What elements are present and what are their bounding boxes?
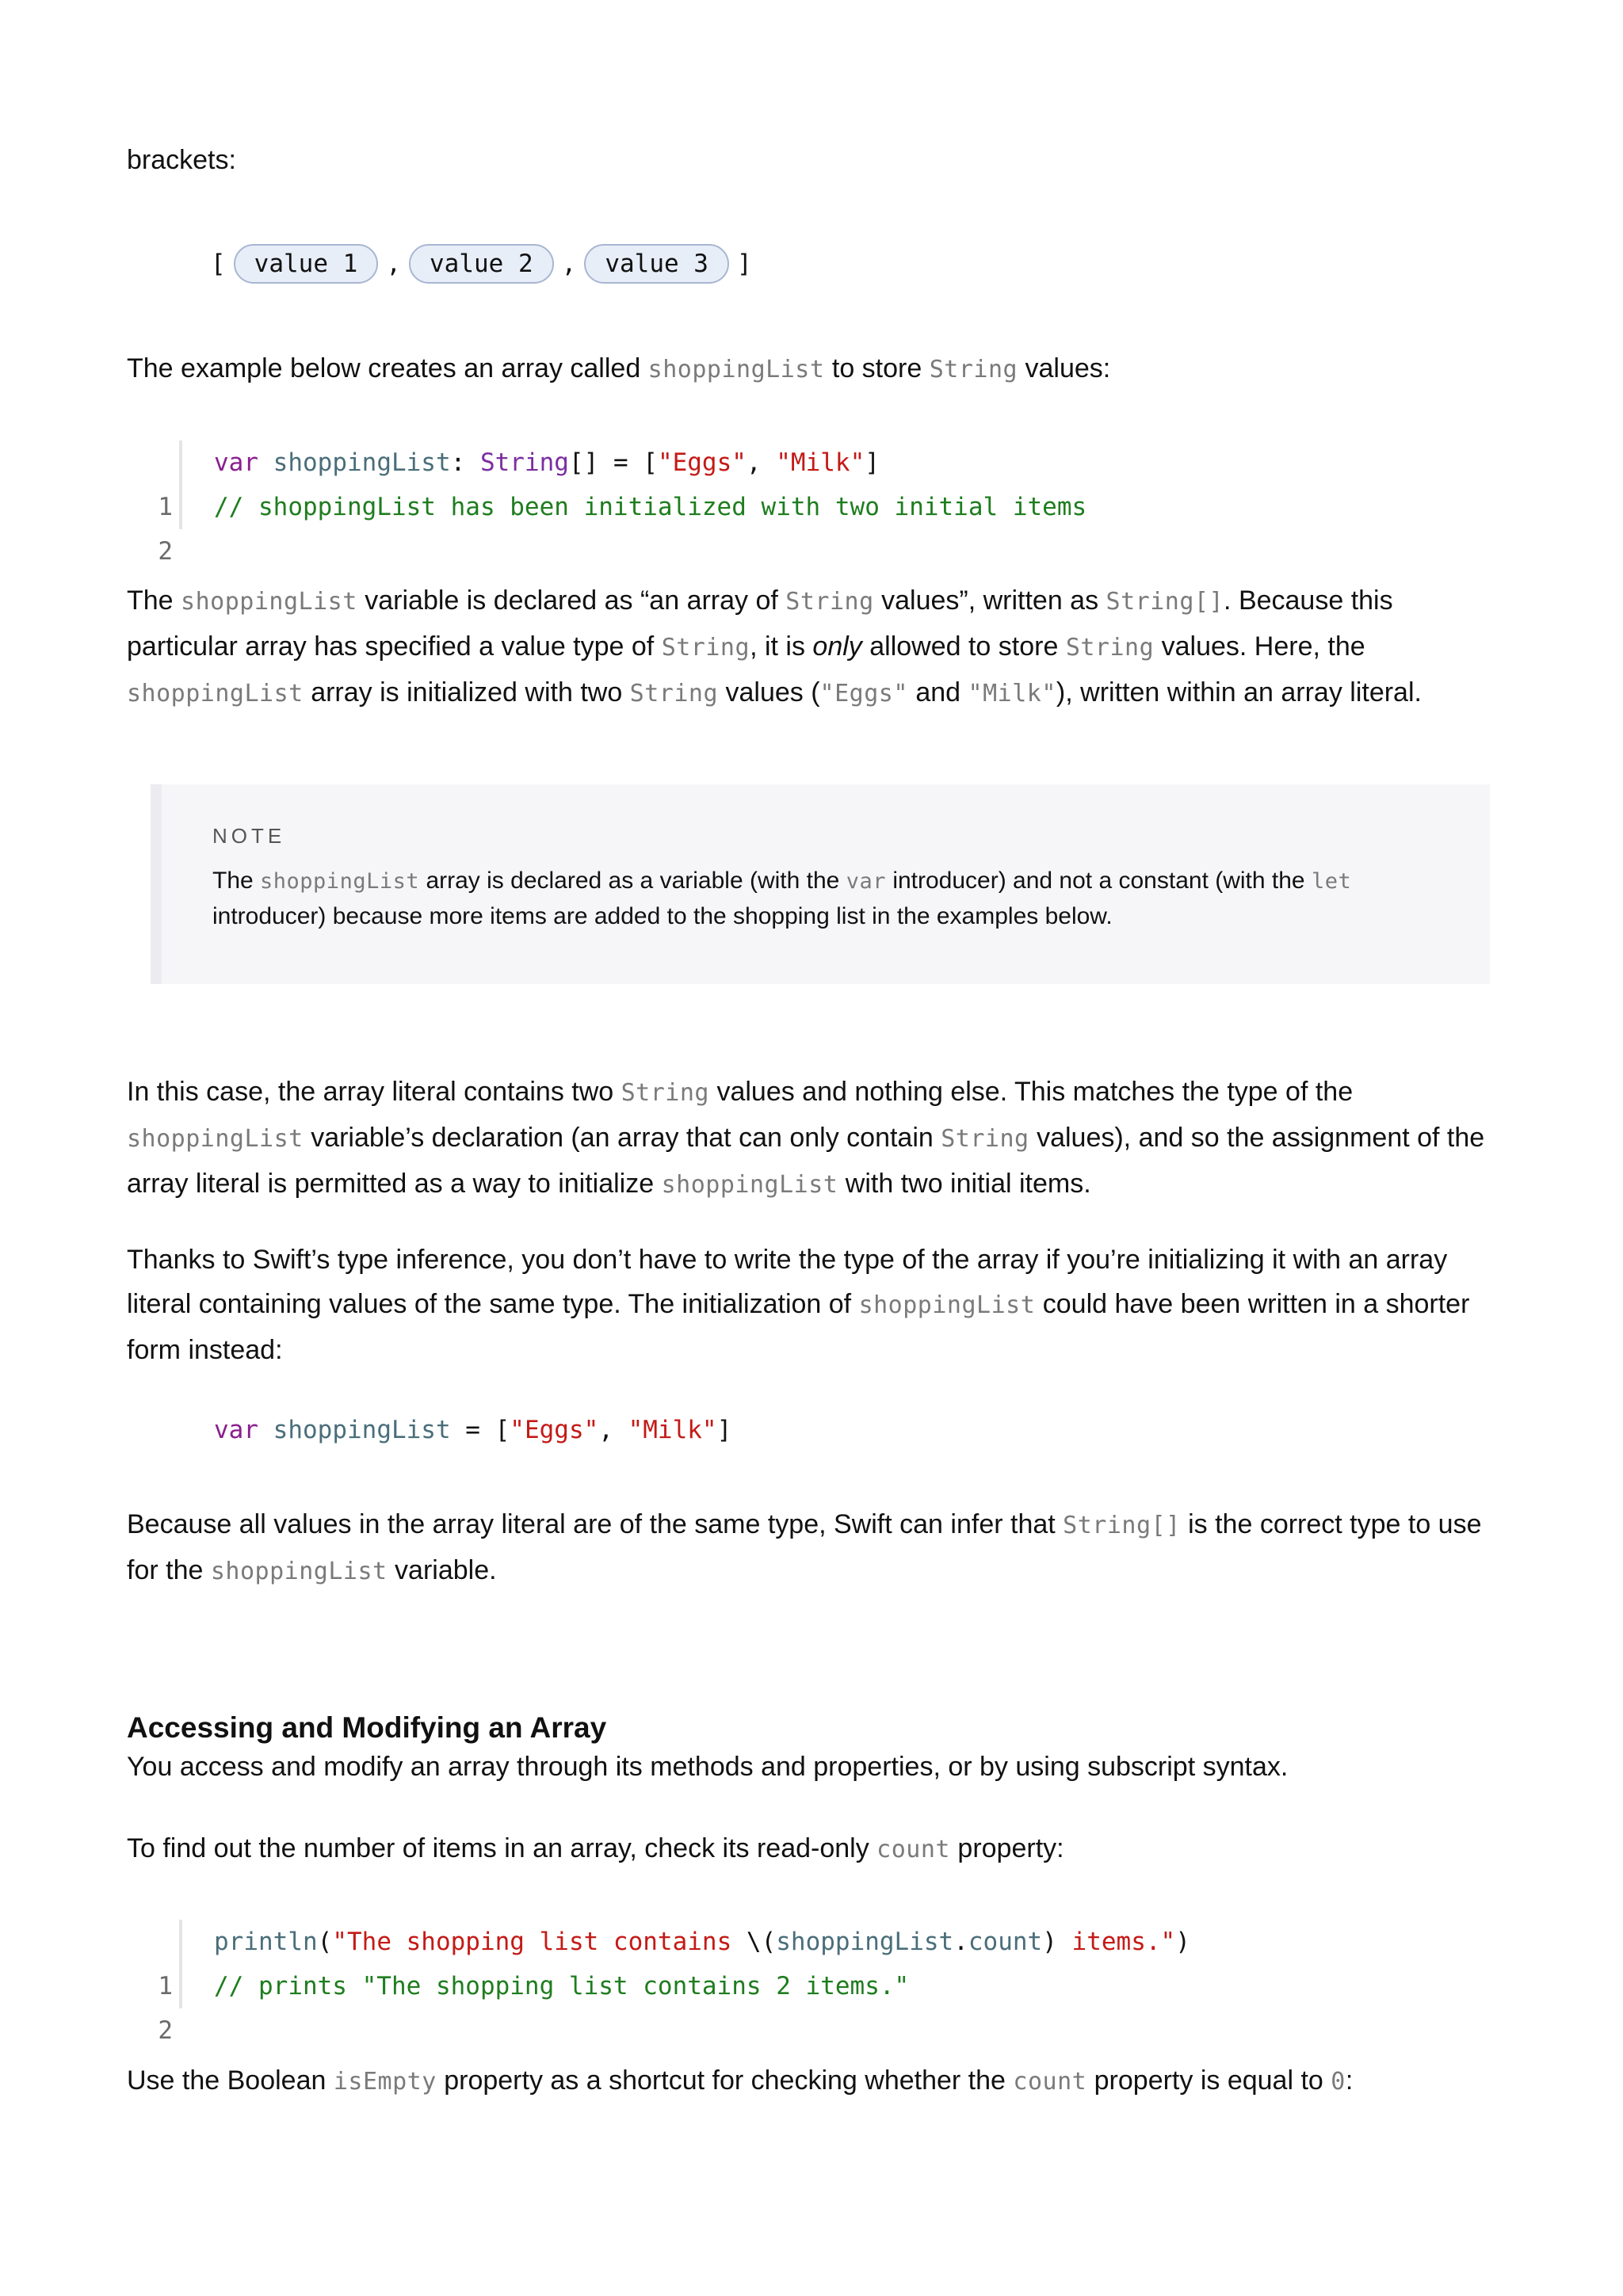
text: values), and so the assignment of the array literal is permitted as a way to initialize (127, 1123, 1485, 1199)
inline-code: shoppingList (661, 1171, 838, 1199)
punctuation: = [ (450, 1416, 510, 1444)
punctuation: ] (716, 1416, 732, 1444)
text: In this case, the array literal contains two (127, 1077, 621, 1107)
paragraph-count (127, 1826, 1506, 1872)
inline-code: isEmpty (333, 2068, 437, 2096)
inline-code: String (661, 634, 750, 662)
string-literal: "Milk" (628, 1416, 717, 1444)
note-title: NOTE (212, 824, 286, 848)
string-literal: items." (1056, 1928, 1176, 1956)
interpolation-close: ) (1042, 1928, 1057, 1956)
text: values ( (718, 677, 820, 707)
string-literal: "Eggs" (510, 1416, 599, 1444)
type-name: String (479, 448, 569, 477)
code-listing-3 (143, 1920, 1252, 2045)
paragraph-because (127, 1502, 1506, 1594)
inline-code: shoppingList (127, 680, 304, 707)
text: introducer) because more items are added to the shopping list in the examples below. (212, 903, 1113, 929)
comma: , (386, 250, 401, 278)
punctuation: ( (317, 1928, 333, 1956)
inline-code: 0 (1331, 2068, 1346, 2096)
line-number: 1 (158, 493, 173, 521)
text: , it is (750, 631, 813, 662)
text: Because all values in the array literal are of the same type, Swift can infer that (127, 1509, 1064, 1539)
code-listing-1 (143, 441, 1173, 566)
inline-code: String (629, 680, 719, 707)
keyword: var (214, 448, 258, 477)
code-comment: // prints "The shopping list contains 2 items." (214, 1972, 910, 2000)
text: and (907, 677, 968, 707)
line-number: 2 (158, 537, 173, 566)
inline-code: var (846, 869, 886, 894)
inline-code: String[] (1063, 1512, 1181, 1539)
note-body (212, 864, 1449, 934)
inline-code: shoppingList (181, 588, 357, 616)
identifier: shoppingList (273, 448, 451, 477)
text: : (1345, 2065, 1354, 2096)
text: ), written within an array literal. (1056, 677, 1422, 707)
text: property as a shortcut for checking whether the (436, 2065, 1014, 2096)
string-literal: "The shopping list contains (332, 1928, 747, 1956)
interpolation-open: \( (746, 1928, 777, 1956)
text: values. Here, the (1154, 631, 1365, 662)
paragraph-example (127, 346, 1506, 392)
inline-code: shoppingList (647, 356, 825, 383)
function-name: println (214, 1928, 318, 1956)
array-literal-syntax (208, 242, 755, 286)
keyword: var (214, 1416, 258, 1444)
placeholder-value-3: value 3 (584, 244, 729, 284)
code-comment: // shoppingList has been initialized with two initial items (214, 493, 1087, 521)
text: property: (949, 1833, 1064, 1863)
paragraph-isempty (127, 2058, 1506, 2104)
inline-code: String (929, 356, 1018, 383)
punctuation: , (598, 1416, 628, 1444)
paragraph-declared (127, 578, 1506, 716)
text: to store (824, 353, 930, 383)
punctuation: , (746, 448, 777, 477)
line-number: 2 (158, 2016, 173, 2045)
text: is the correct type to use for the (127, 1509, 1482, 1585)
close-bracket: ] (736, 250, 752, 278)
code-listing-2 (214, 1408, 731, 1452)
punctuation: : (450, 448, 480, 477)
paragraph-inference (127, 1238, 1506, 1372)
text: property is equal to (1086, 2065, 1331, 2096)
comma: , (561, 250, 577, 278)
note-box (151, 784, 1490, 984)
identifier: shoppingList (776, 1928, 954, 1956)
inline-code: String[] (1106, 588, 1224, 616)
paragraph-case (127, 1070, 1506, 1207)
identifier: shoppingList (273, 1416, 451, 1444)
inline-code: "Eggs" (819, 680, 908, 707)
text: . Because this particular array has specified a value type of (127, 585, 1393, 662)
text: Thanks to Swift’s type inference, you don’t have to write the type of the array if you’re initializing it with an array literal containing values of the same type. The initialization of (127, 1245, 1448, 1319)
inline-code: count (876, 1836, 950, 1863)
code-line (143, 485, 1173, 566)
section-heading: Accessing and Modifying an Array (127, 1711, 607, 1744)
inline-code: String (785, 588, 874, 616)
text: The (212, 868, 261, 894)
text: allowed to store (861, 631, 1066, 662)
inline-code: count (1013, 2068, 1087, 2096)
string-literal: "Milk" (776, 448, 865, 477)
text: variable is declared as “an array of (357, 585, 786, 616)
punctuation: . (953, 1928, 968, 1956)
inline-code: shoppingList (858, 1291, 1036, 1319)
inline-code: shoppingList (210, 1558, 388, 1585)
paragraph-access: You access and modify an array through its methods and properties, or by using subscript syntax. (127, 1752, 1289, 1782)
text: array is initialized with two (303, 677, 630, 707)
placeholder-value-1: value 1 (234, 244, 379, 284)
punctuation: [] = [ (568, 448, 658, 477)
text: To find out the number of items in an array, check its read-only (127, 1833, 877, 1863)
text: introducer) and not a constant (with the (885, 868, 1312, 894)
inline-code: shoppingList (127, 1125, 304, 1153)
text: with two initial items. (838, 1169, 1091, 1199)
text: values and nothing else. This matches the type of the (709, 1077, 1354, 1107)
string-literal: "Eggs" (657, 448, 747, 477)
text: values: (1018, 353, 1111, 383)
placeholder-value-2: value 2 (409, 244, 554, 284)
text: variable. (387, 1555, 497, 1585)
punctuation: ) (1175, 1928, 1190, 1956)
text: values”, written as (873, 585, 1106, 616)
open-bracket: [ (211, 250, 226, 278)
text: array is declared as a variable (with the (419, 868, 846, 894)
text: The example below creates an array called (127, 353, 648, 383)
text: Use the Boolean (127, 2065, 334, 2096)
inline-code: "Milk" (968, 680, 1056, 707)
text: The (127, 585, 181, 616)
text: could have been written in a shorter form instead: (127, 1289, 1470, 1365)
line-number: 1 (158, 1972, 173, 2000)
inline-code: shoppingList (260, 869, 420, 894)
inline-code: String (941, 1125, 1029, 1153)
inline-code: String (621, 1079, 709, 1107)
punctuation: ] (865, 448, 880, 477)
property-name: count (968, 1928, 1043, 1956)
paragraph-brackets: brackets: (127, 145, 236, 175)
inline-code: String (1065, 634, 1155, 662)
emphasis: only (812, 631, 862, 662)
inline-code: let (1311, 869, 1352, 894)
text: variable’s declaration (an array that can only contain (303, 1123, 941, 1153)
code-line (143, 1964, 1252, 2045)
